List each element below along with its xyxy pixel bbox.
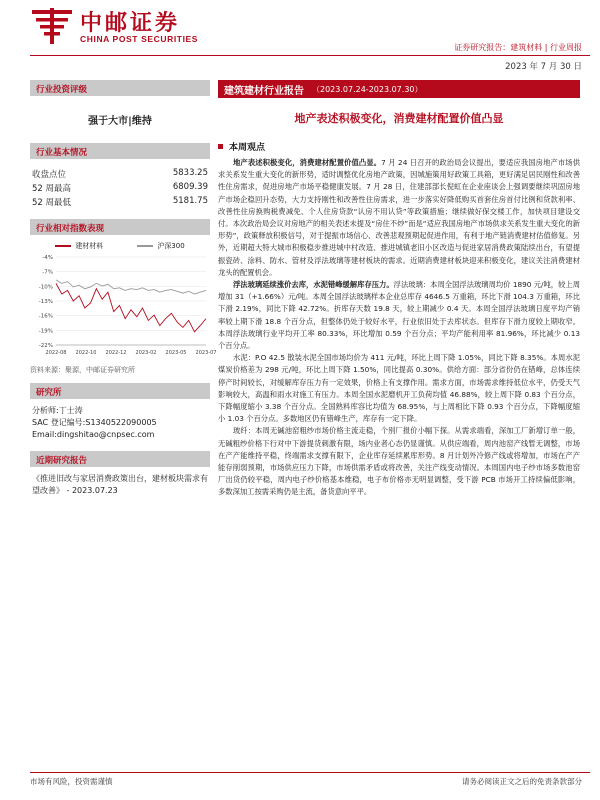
y-tick-label: -19% xyxy=(38,328,53,335)
recent-report-link[interactable]: 《推进旧改与家居消费政策出台，建材板块需求有望改善》 - 2023.07.23 xyxy=(32,474,208,495)
x-tick-label: 2023-02 xyxy=(135,350,157,356)
paragraph-glass-fiber: 玻纤：本周无碱池窑粗纱市场价格主流走稳，个别厂报价小幅下探。从需求端看，深加工厂新增订单一般，无碱粗纱价格下行对中下游提货刺激有限，场内业者心态仍显谨慎。从供应端看，周内池窑产线暂无调整，市场在产产能维持平稳，终端需求支撑有限下，企业库存延续累库形势。8 月计划外冷修产线或将增加，市场在产产能存削弱预期，市场供应压力下降，市场供需矛盾或将改善，关注产线变动情况。本周国内电子纱市场多数池窑厂出货仍较平稳，周内电子纱价格基本维稳，电子布价格亦无明显调整，受下游 PCB 市场开工持续偏低影响，多数深加工按需采购仍是主流，备货意向平平。 xyxy=(218,426,580,497)
analyst-info xyxy=(30,399,210,447)
x-tick-label: 2022-08 xyxy=(45,350,67,356)
rating-heading: 行业投资评级 xyxy=(30,80,210,96)
analyst-name: 分析师:丁士涛 xyxy=(32,406,83,415)
chart-heading: 行业相对指数表现 xyxy=(30,219,210,235)
y-tick-label: -7% xyxy=(42,269,53,276)
report-subtitle: 地产表述积极变化，消费建材配置价值凸显 xyxy=(294,112,504,125)
header-divider xyxy=(30,55,590,56)
legend-item: 沪深300 xyxy=(137,241,184,251)
research-heading: 研究所 xyxy=(30,383,210,399)
y-tick-label: -13% xyxy=(38,299,53,305)
series-line-building-materials xyxy=(56,283,206,331)
paragraph-cement: 水泥：P.O 42.5 散装水泥全国市场均价为 411 元/吨，环比上周下降 1.05%，同比下降 8.35%。本周水泥煤炭价格差为 298 元/吨，环比上周下降 1.50%，同比提高 0.30%。供给方面：部分省份仍在错峰，总体连续停产时间较长，对缓解库存压力有一定效果，价格上有支撑作用。需求方面，市场需求维持低位水平，仍受天气影响较大，高温和雨水对施工有压力。本周全国水泥磨机开工负荷均值 46.88%，较上周下降 0.83 个百分点，下降幅度缩小 3.38 个百分点。全国熟料库容比均值为 68.95%，与上周相比下降 0.93 个百分点，下降幅度缩小 1.03 个百分点。多数地区仍有错峰生产，库存有一定下降。 xyxy=(218,353,580,424)
y-tick-label: -22% xyxy=(38,343,53,349)
analyst-email: Email:dingshitao@cnpsec.com xyxy=(32,430,155,439)
bullet-icon xyxy=(218,144,223,149)
legend-item: 建材材料 xyxy=(55,241,103,251)
footer-divider xyxy=(30,772,590,773)
report-title: 建筑建材行业报告 xyxy=(224,85,304,97)
report-period: （2023.07.24-2023.07.30） xyxy=(312,84,423,94)
footer-risk-note: 市场有风险，投资需谨慎 xyxy=(30,777,113,786)
rating-value: 强于大市|维持 xyxy=(88,116,152,127)
info-row: 52 周最高 6809.39 xyxy=(32,182,208,194)
y-tick-label: -4% xyxy=(42,255,53,261)
y-tick-label: -10% xyxy=(38,284,53,291)
sidebar xyxy=(30,80,217,503)
series-line-hs300 xyxy=(56,280,206,294)
paragraph-real-estate: 地产表述积极变化，消费建材配置价值凸显。7 月 24 日召开的政治局会议提出，要适应我国房地产市场供求关系发生重大变化的新形势，适时调整优化房地产政策，因城施策用好政策工具箱，更好满足居民刚性和改善性住房需求，促进房地产市场平稳健康发展。7 月 28 日，住建部部长倪虹在企业座谈会上强调要继续巩固房地产市场企稳回升态势，大力支持刚性和改善性住房需求，进一步落实好降低购买首套住房首付比例和贷款利率、改善性住房换购税费减免、个人住房贷款“认房不用认贷”等政策措施；继续做好保交楼工作，加快项目建设交付。本次政治局会议对房地产的相关表述未提及“房住不炒”而是“适应我国房地产市场供求关系发生重大变化的新形势”，政策释放积极信号，对于提振市场信心、改善悲观预期起促进作用，有利于地产链消费建材估值修复。另外，近期超大特大城市积极稳步推进城中村改造、推进城镇老旧小区改造与促进家居消费政策陆续出台，有望提振瓷砖、涂料、防水、管材及浮法玻璃等建材板块的需求。近期消费建材板块迎来积极变化，建议关注消费建材龙头的配置机会。 xyxy=(218,158,581,277)
footer-disclaimer: 请务必阅读正文之后的免责条款部分 xyxy=(462,777,582,786)
relative-index-chart xyxy=(30,253,217,363)
basic-info-heading: 行业基本情况 xyxy=(30,143,210,159)
company-name-cn: 中邮证券 xyxy=(80,10,181,36)
x-tick-label: 2023-07 xyxy=(195,350,217,356)
chart-svg xyxy=(30,253,217,363)
basic-info-table xyxy=(30,159,210,209)
report-title-bar xyxy=(218,80,580,98)
x-tick-label: 2022-12 xyxy=(105,350,127,356)
report-type: 证券研究报告：建筑材料 | 行业周报 xyxy=(454,43,582,52)
china-post-logo-icon xyxy=(30,6,74,46)
info-row: 收盘点位 5833.25 xyxy=(32,168,208,180)
chart-legend xyxy=(30,241,210,251)
section-heading: 本周观点 xyxy=(218,140,580,153)
report-header xyxy=(0,0,600,62)
y-tick-label: -16% xyxy=(38,313,53,320)
x-tick-label: 2022-10 xyxy=(75,350,97,356)
x-tick-label: 2023-05 xyxy=(165,350,187,356)
recent-reports-heading: 近期研究报告 xyxy=(30,451,210,467)
paragraph-float-glass: 浮法玻璃延续涨价去库，水泥错峰缓解库存压力。浮法玻璃：本周全国浮法玻璃周均价 1890 元/吨，较上周增加 31（+1.66%）元/吨。本周全国浮法玻璃样本企业总库存 4646.5 万重箱，环比下滑 104.3 万重箱，环比下滑 2.19%，同比下降 42.72%。折库存天数 19.8 天，较上期减少 0.4 天。本周全国浮法玻璃日度平均产销率较上期下滑 18.8 个百分点，但整体仍处于较好水平，行业依旧处于去库状态。但库存下滑力度较上期收窄。本周浮法玻璃行业平均开工率 80.33%，环比增加 0.59 个百分点；平均产能利用率 81.96%，环比减少 0.13 个百分点。 xyxy=(218,280,581,351)
chart-source: 资料来源：聚源，中邮证券研究所 xyxy=(30,366,135,374)
report-date: 2023 年 7 月 30 日 xyxy=(505,62,582,72)
analyst-sac: SAC 登记编号:S1340522090005 xyxy=(32,418,157,427)
main-content xyxy=(218,80,580,499)
company-name-en: CHINA POST SECURITIES xyxy=(80,34,199,44)
info-row: 52 周最低 5181.75 xyxy=(32,196,208,208)
